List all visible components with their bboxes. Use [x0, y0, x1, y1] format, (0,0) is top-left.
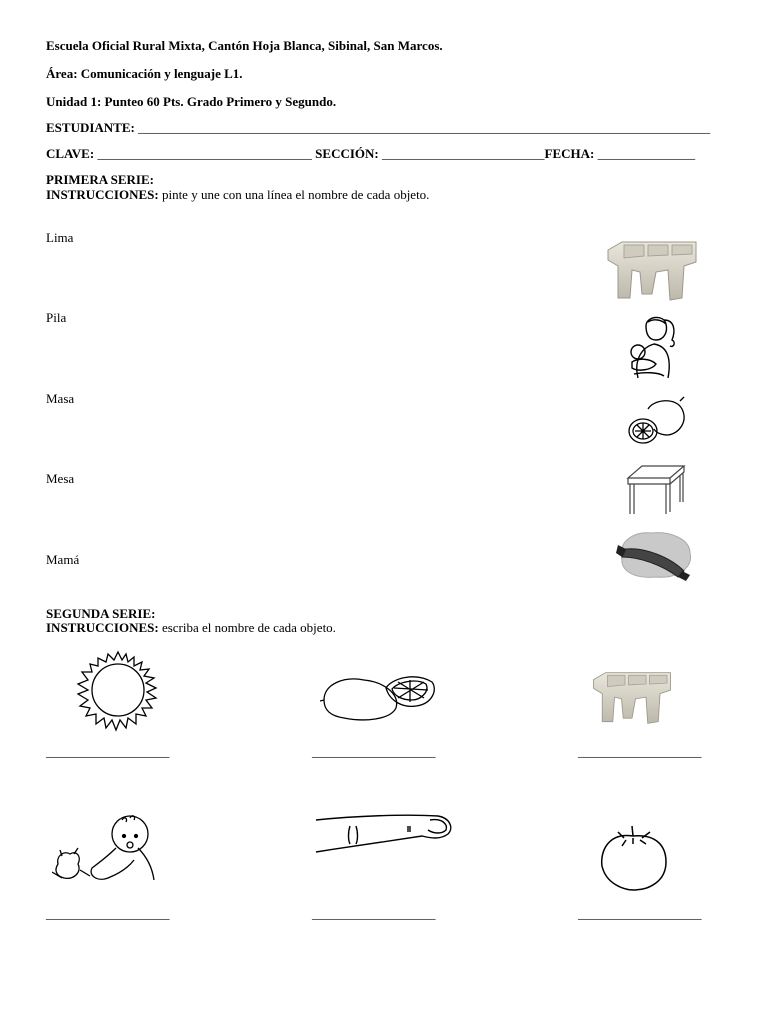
- pila-basin-image: [604, 236, 700, 306]
- clave-row: [46, 146, 695, 162]
- serie2-instructions: [46, 620, 336, 636]
- unit-line: Unidad 1: Punteo 60 Pts. Grado Primero y Segundo.: [46, 94, 337, 109]
- mother-with-baby-image: [624, 312, 686, 382]
- word-lima: Lima: [46, 230, 74, 245]
- word-mesa: Mesa: [46, 471, 75, 486]
- serie1-title: PRIMERA SERIE:: [46, 172, 154, 187]
- tomato-image: [598, 822, 668, 892]
- dough-rolling-pin-image: [614, 527, 696, 583]
- serie2-instr-text: escriba el nombre de cada objeto.: [158, 620, 336, 635]
- lime-image: [626, 395, 688, 449]
- serie2-title: SEGUNDA SERIE:: [46, 606, 156, 621]
- fecha-field[interactable]: _______________: [597, 146, 696, 161]
- serie1-instr-label: INSTRUCCIONES:: [46, 187, 159, 202]
- word-mama: Mamá: [46, 552, 80, 567]
- serie2-instr-label: INSTRUCCIONES:: [46, 620, 159, 635]
- answer-field-lime[interactable]: ___________________: [312, 744, 436, 759]
- table-image: [624, 462, 688, 516]
- answer-field-pila[interactable]: ___________________: [578, 744, 702, 759]
- baby-image: [52, 812, 162, 888]
- finger-image: [314, 812, 454, 858]
- sun-image: [70, 648, 166, 732]
- seccion-field[interactable]: _________________________: [382, 146, 545, 161]
- seccion-label: SECCIÓN:: [315, 146, 379, 161]
- answer-field-sun[interactable]: ___________________: [46, 744, 170, 759]
- pila-basin-image-2: [590, 666, 674, 730]
- area-line: Área: Comunicación y lenguaje L1.: [46, 66, 243, 81]
- clave-field[interactable]: _________________________________: [97, 146, 312, 161]
- school-name: Escuela Oficial Rural Mixta, Cantón Hoja Blanca, Sibinal, San Marcos.: [46, 38, 443, 53]
- word-masa: Masa: [46, 391, 75, 406]
- student-field[interactable]: ________________________________________________________________________________________: [138, 120, 711, 135]
- fecha-label: FECHA:: [544, 146, 595, 161]
- student-row: [46, 120, 710, 136]
- lime-halves-image: [320, 668, 440, 724]
- serie1-instr-text: pinte y une con una línea el nombre de cada objeto.: [158, 187, 430, 202]
- student-label: ESTUDIANTE:: [46, 120, 135, 135]
- serie1-instructions: [46, 187, 429, 203]
- answer-field-tomato[interactable]: ___________________: [578, 906, 702, 921]
- word-pila: Pila: [46, 310, 67, 325]
- clave-label: CLAVE:: [46, 146, 95, 161]
- answer-field-baby[interactable]: ___________________: [46, 906, 170, 921]
- answer-field-finger[interactable]: ___________________: [312, 906, 436, 921]
